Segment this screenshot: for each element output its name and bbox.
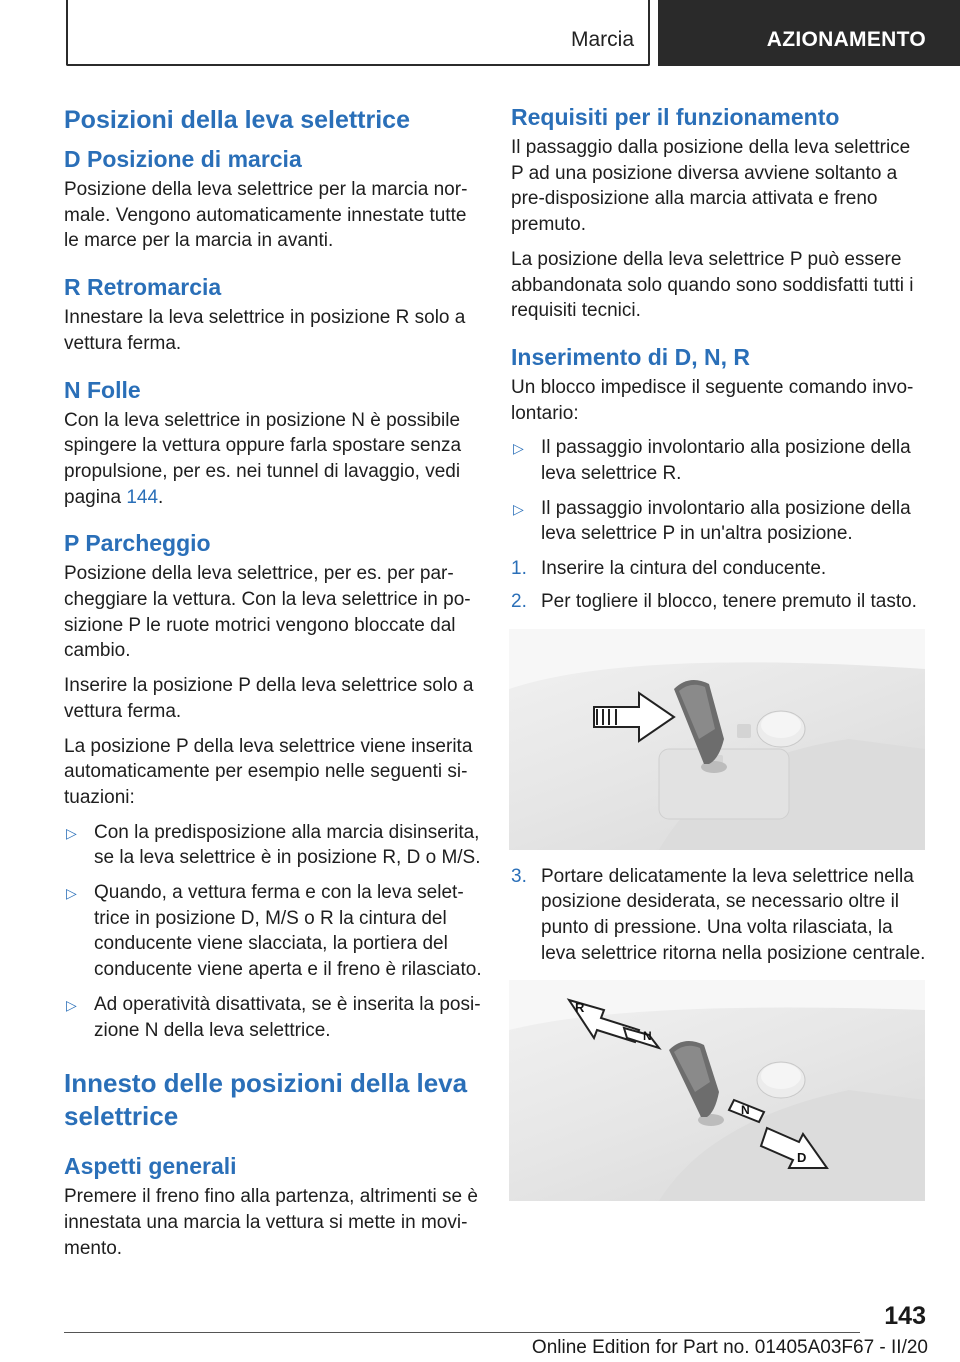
list-item: ▷ Il passaggio involontario alla posizione della leva selettrice P in un'altra posizione. [513,497,911,545]
list-item: ▷ Ad operatività disattivata, se è inserita la posi-zione N della leva selettrice. [66,993,481,1041]
step-item: 1. Inserire la cintura del conducente. [511,558,827,580]
triangle-bullet-icon: ▷ [66,824,77,841]
paragraph-engaging-dnr: Un blocco impedisce il seguente comando invo-lontario: [511,376,914,424]
paragraph-requirements-2: La posizione della leva selettrice P può essere abbandonata solo quando sono soddisfatti tutti i requisiti tecnici. [511,248,914,322]
triangle-bullet-icon: ▷ [513,500,524,517]
arrow-n-up-icon [624,1028,659,1048]
paragraph-p-park-3: La posizione P della leva selettrice viene inserita automaticamente per esempio nelle seguenti si-tuazioni: [64,735,473,808]
paragraph-p-park-1: Posizione della leva selettrice, per es. per par-cheggiare la vettura. Con la leva selettrice in po-sizione P le ruote motrici vengono bloccate dal cambio. [64,563,471,662]
triangle-bullet-icon: ▷ [513,440,524,457]
triangle-bullet-icon: ▷ [66,996,77,1013]
bullet-list-block [511,435,927,547]
heading-engaging-dnr: Inserimento di D, N, R [511,343,750,370]
list-item: ▷ Il passaggio involontario alla posizione della leva selettrice R. [513,437,911,485]
paragraph-n-neutral: Con la leva selettrice in posizione N è possibile spingere la vettura oppure farla spostare senza propulsione, per es. nei tunnel di lavaggio, vedi pagina 144. [64,409,462,508]
left-column [64,100,482,1270]
heading-n-neutral: N Folle [64,376,141,403]
bullet-list-park [64,820,482,1044]
section-title-positions: Posizioni della leva selettrice [64,106,410,134]
heading-general: Aspetti generali [64,1153,237,1180]
figure-gear-lever-positions [509,980,925,1201]
heading-d-drive: D Posizione di marcia [64,146,302,172]
arrow-n-down-icon [729,1100,764,1122]
header-chapter-tab [658,0,960,66]
paragraph-r-reverse: Innestare la leva selettrice in posizione R solo a vettura ferma. [64,307,466,354]
header-chapter-label: AZIONAMENTO [766,28,926,51]
list-item: ▷ Con la predisposizione alla marcia disinserita, se la leva selettrice è in posizione R, D o M/S. [66,821,481,869]
heading-requirements: Requisiti per il funzionamento [511,104,840,130]
figure-gear-lever-unlock [509,629,925,850]
steps-list [511,556,927,614]
section-title-engaging: Innesto delle posizioni della leva selettrice [64,1068,468,1132]
page-number: 143 [884,1302,926,1330]
label-r: R [575,1000,585,1016]
paragraph-general: Premere il freno fino alla partenza, altrimenti se è innestata una marcia la vettura si mette in movi-mento. [64,1186,478,1259]
right-column [511,100,927,1215]
header-section-tab [66,0,650,66]
paragraph-p-park-2: Inserire la posizione P della leva selettrice solo a vettura ferma. [64,675,474,722]
paragraph-d-drive: Posizione della leva selettrice per la marcia nor-male. Vengono automaticamente innestate tutte le marce per la marcia in avanti. [64,179,468,252]
step-item: 2. Per togliere il blocco, tenere premuto il tasto. [511,590,917,612]
page-link-144[interactable]: 144 [126,486,159,508]
label-n-1: N [643,1029,652,1044]
label-d: D [797,1150,807,1166]
paragraph-requirements-1: Il passaggio dalla posizione della leva selettrice P ad una posizione diversa avviene soltanto a pre-disposizione alla marcia attivata e freno premuto. [511,137,911,236]
heading-p-park: P Parcheggio [64,530,211,557]
footer-edition: Online Edition for Part no. 01405A03F67 - II/20 [531,1337,928,1358]
steps-list-continued [511,864,927,967]
header-section-label: Marcia [570,28,634,51]
label-n-2: N [741,1103,750,1118]
step-item: 3. Portare delicatamente la leva selettrice nella posizione desiderata, se necessario oltre il punto di pressione. Una volta rilasciata, la leva selettrice ritorna nella posizione centrale. [511,865,926,964]
heading-r-reverse: R Retromarcia [64,274,222,301]
list-item: ▷ Quando, a vettura ferma e con la leva selet-trice in posizione D, M/S o R la cintura del conducente viene slacciata, la portiera del conducente viene aperta e il freno è rilasciato. [66,882,482,981]
triangle-bullet-icon: ▷ [66,885,77,902]
footer-divider [64,1332,860,1333]
